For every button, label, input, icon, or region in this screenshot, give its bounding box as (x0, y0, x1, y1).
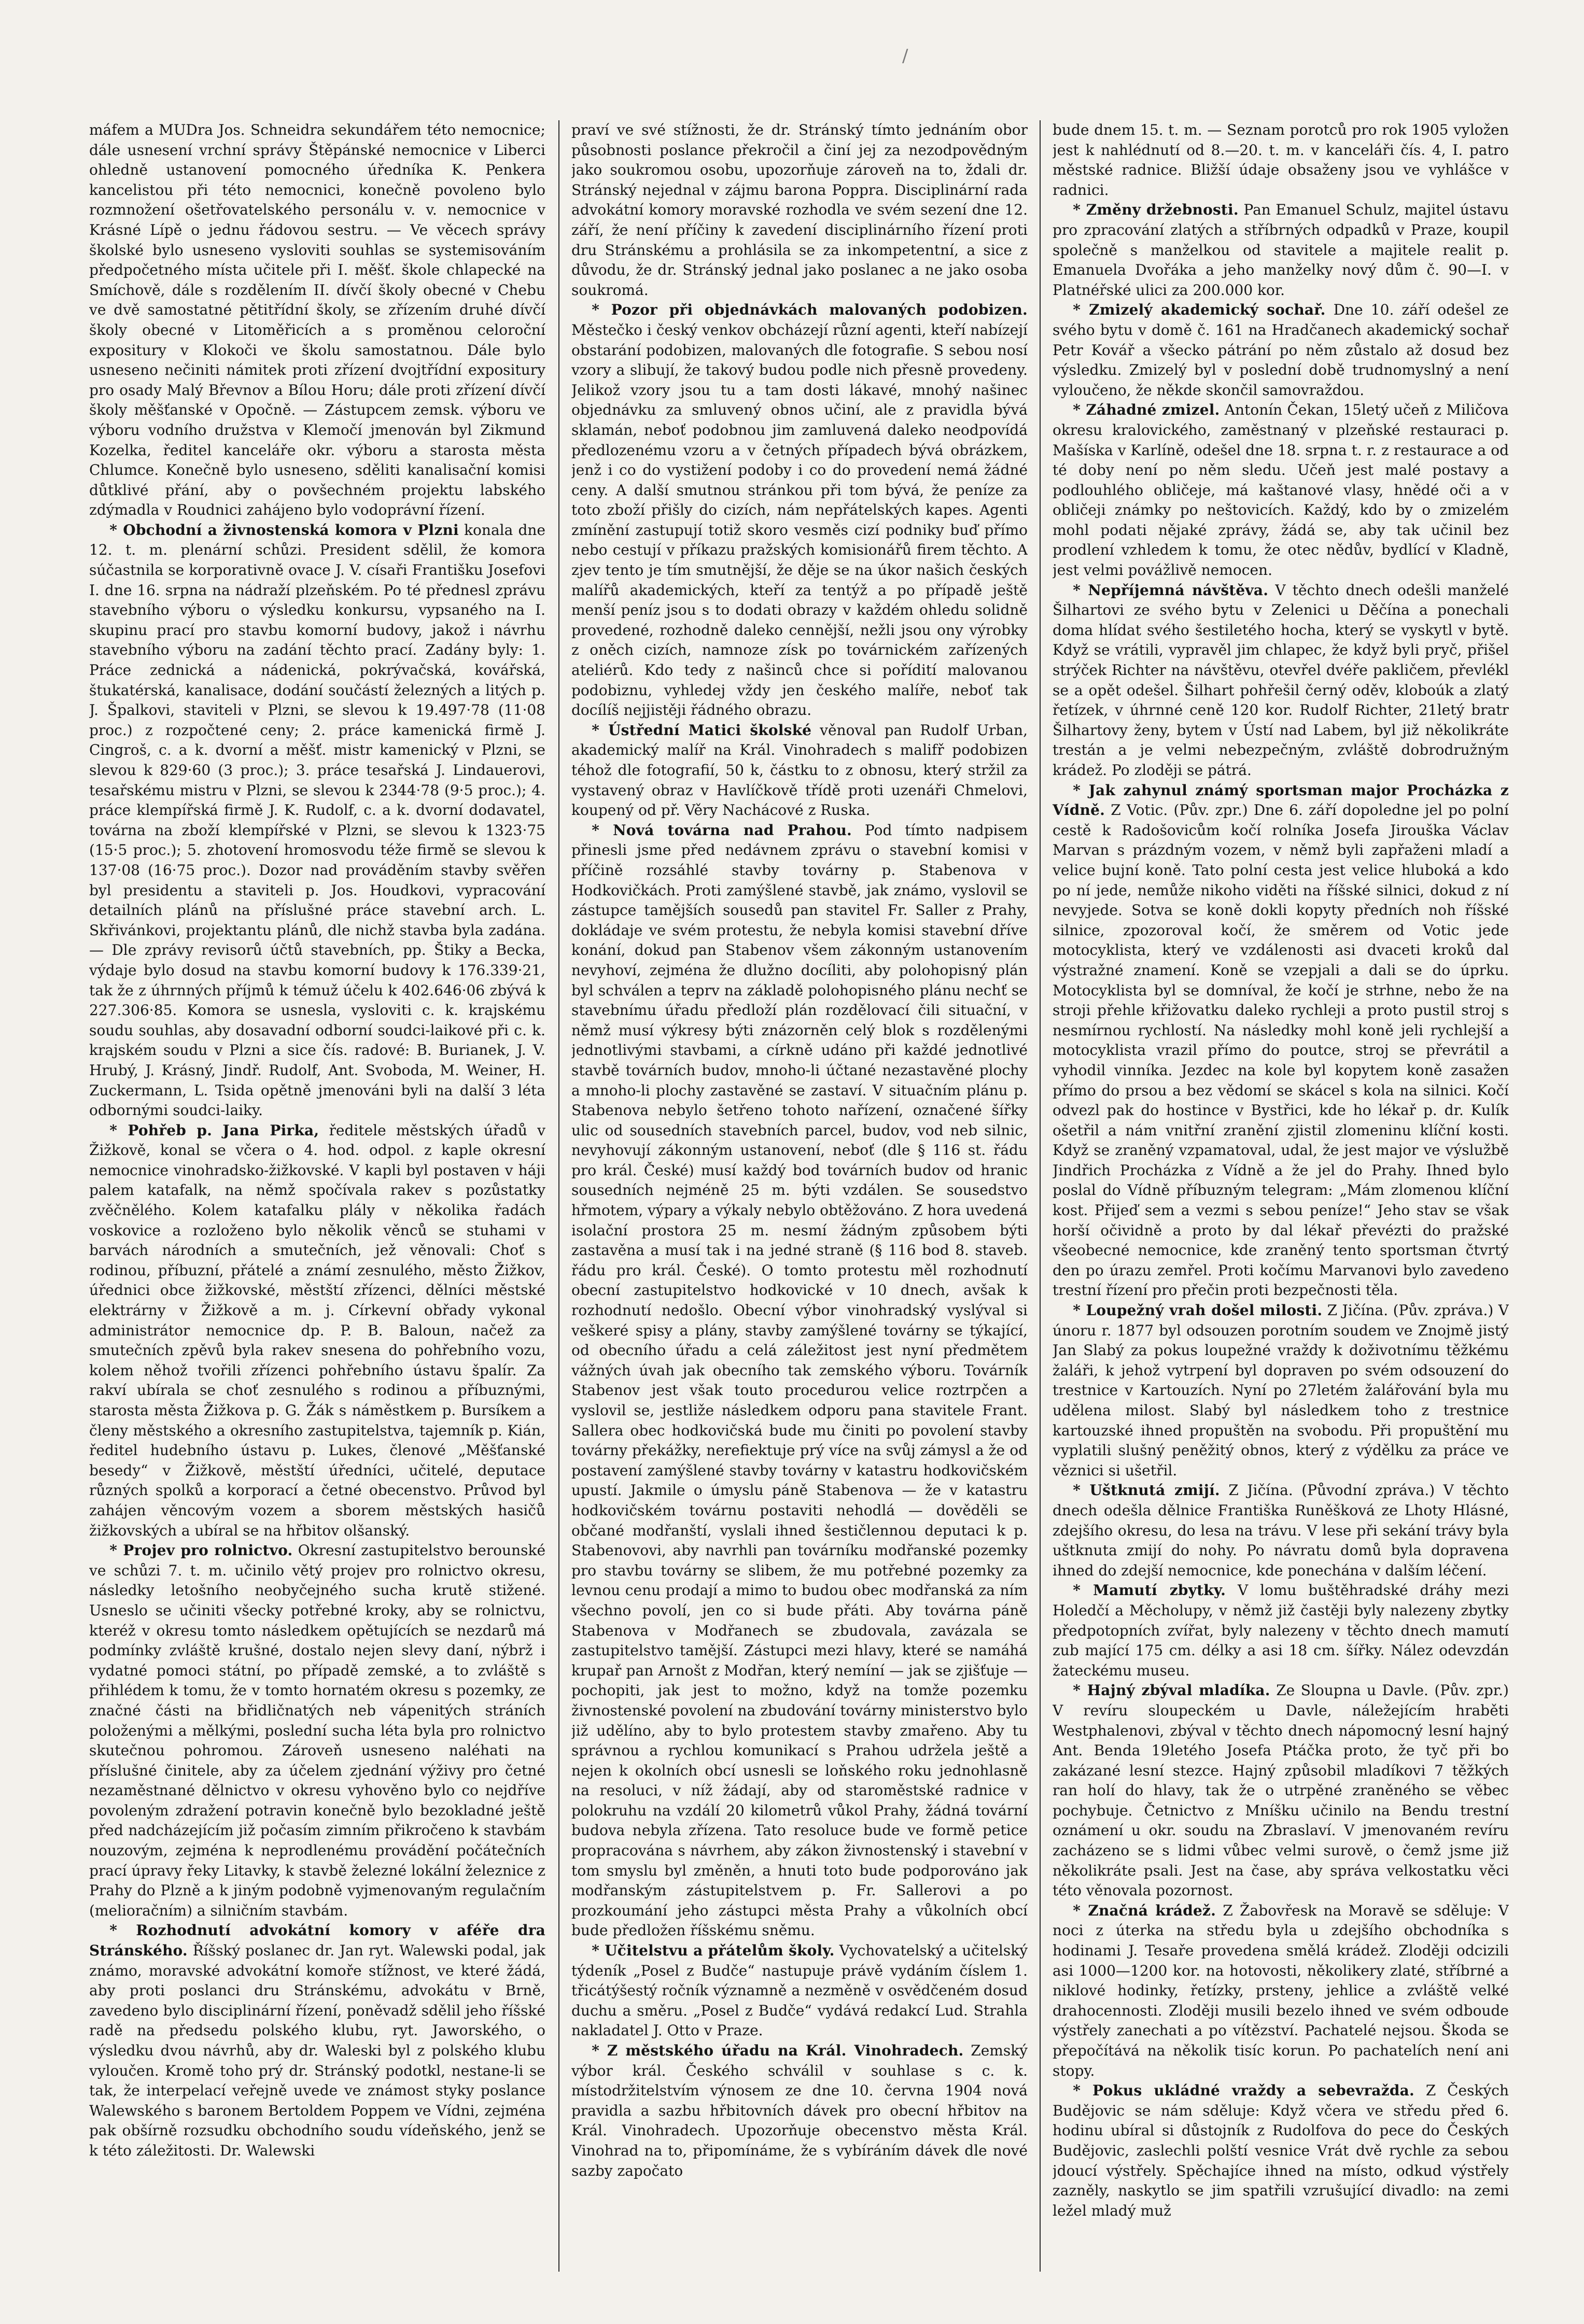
article-text: Antonín Čekan, 15letý učeň z Miličova okresu kralovického, zaměstnaný v plzeňské restauraci p. Mašíska v Karlíně, odešel dne 18. srpna t. r. z restaurace a od té doby není po něm sledu. Učeň jest malé postavy a podlouhlého obličeje, má kaštanové vlasy, hnědé oči a v obličeji známky po neštovicích. Každý, kdo by o zmizelém mohl podati nějaké zprávy, žádá se, aby tak učinil bez prodlení vzhledem k tomu, že otec nědův, bydlící v Kladně, jest velmi povážlivě nemocen. (1053, 401, 1509, 579)
article-paragraph (1053, 400, 1509, 580)
article-paragraph (89, 1921, 545, 2161)
article-text: V těchto dnech odešli manželé Šilhartovi ze svého bytu v Zelenici u Děčína a ponechali doma hlídat svého šestiletého hocha, který se vyskytl v bytě. Když se vrátili, vypravěl jim chlapec, že když byli pryč, přišel strýček Richter na návštěvu, otevřel dvéře pakličem, převlékl se a opět odešel. Šilhart pohřešil černý oděv, kloboúk a zlatý řetízek, v úhrnné ceně 120 kor. Rudolf Richter, 21letý bratr Šilhartovy ženy, bytem v Ústí nad Labem, byl již několikráte trestán a je velmi nebezpečným, zvláště dobrodružným krádež. Po zloději se pátrá. (1053, 581, 1509, 779)
article-paragraph (1053, 1301, 1509, 1481)
article-text: Okresní zastupitelstvo berounské ve schůzi 7. t. m. učinilo větý projev pro rolnictvo okresu, následky letošního neobyčejného sucha krutě stižené. Usneslo se učiniti všecky potřebné kroky, aby se rolnictvu, kteréž v okresu tomto následkem opětujících se nezdarů má podmínky zvláště krušné, dostalo nejen slevy daní, nýbrž i vydatné pomoci státní, po případě zemské, a to zvláště s přihlédem k tomu, že v tomto hornatém okresu s pozemky, ze značné části na břidličnatých neb vápenitých stráních položenými a mělkými, poslední sucha léta byla pro rolnictvo skutečnou pohromou. Zároveň usneseno naléhati na příslušné činitele, aby za účelem zjednání výživy pro četné nezaměstnané dělnictvo v okresu vyhověno bylo co nejdříve povoleným zdražení potravin konečně bylo bezokladné ještě před nadcházejícím již počasím zimním přikročeno k stavbám nouzovým, zejména k neprodlenému provádění počátečních prací úpravy řeky Litavky, k stavbě železné lokální železnice z Prahy do Plzně a k jiným podobně vyjmenovaným regulačním (melioračním) a silničním stavbám. (89, 1542, 545, 1919)
article-paragraph (1053, 581, 1509, 781)
article-paragraph (571, 821, 1028, 1941)
article-text: Dne 10. září odešel ze svého bytu v domě č. 161 na Hradčanech akademický sochař Petr Kovář a všecko pátrání po něm zůstalo až dosud bez výsledku. Zmizelý byl v poslední době trudnomyslný a není vyloučeno, že někde skončil samovraždou. (1053, 301, 1509, 399)
article-text: máfem a MUDra Jos. Schneidra sekundářem této nemocnice; dále usnesení vrchní správy Štěpánské nemocnice v Liberci ohledně ustanovení pomocného úředníka K. Penkera kancelistou při této nemocnici, konečně povoleno bylo rozmnožení ošetřovatelského personálu v. v. nemocnice v Krásné Lípě o jednu řádovou sestru. — Ve věcech správy školské bylo usneseno vysloviti souhlas se systemisováním předpočetného místa učitele při I. měšť. škole chlapecké na Smíchově, dále s rozdělením II. dívčí školy obecné v Chebu ve dvě samostatné pětitřídní školy, se zřízením druhé dívčí školy obecné v Litoměřicích a s proměnou celoroční expositury v Klokoči ve školu samostatnou. Dále bylo usneseno nečiniti námitek proti zřízení dvojtřídní expositury pro osady Malý Břevnov a Bílou Horu; dále proti zřízení dívčí školy měšťanské v Opočně. — Zástupcem zemsk. výboru ve výboru vodního družstva v Klemočí jmenován byl Zikmund Kozelka, ředitel kanceláře okr. výboru a starosta města Chlumce. Konečně bylo usneseno, sděliti kanalisační komisi důtklivé přání, aby o povšechném projektu labského zdýmadla v Roudnici zahájeno bylo vodoprávní řízení. (89, 121, 545, 519)
article-text: Z Žabovřesk na Moravě se sděluje: V noci z úterka na středu byla u zdejšího obchodníka s hodinami J. Tesaře provedena smělá krádež. Zloději odcizili asi 1000—1200 kor. na hotovosti, několikery zlaté, stříbrné a niklové hodinky, řetízky, prsteny, jehlice a zvláště velké drahocennosti. Zloději musili bezelo ihned ve svém odboude výstřely zanechati a po vítězství. Pachatelé nejsou. Škoda se přepočítává na několik tisíc korun. Po pachatelích není ani stopy. (1053, 1902, 1509, 2079)
article-text: Vychovatelský a učitelský týdeník „Posel z Budče“ nastupuje právě vydáním číslem 1. třicátýšestý ročník významně a nezměně v osvědčeném dosud duchu a směru. „Posel z Budče“ vydává redakcí Lud. Strahla nakladatel J. Otto v Praze. (571, 1942, 1028, 2039)
article-headline: * Projev pro rolnictvo. (109, 1542, 293, 1559)
article-paragraph (1053, 1681, 1509, 1901)
article-paragraph (1053, 120, 1509, 200)
article-paragraph (1053, 781, 1509, 1301)
article-paragraph (1053, 300, 1509, 400)
article-text: Městečko i český venkov obcházejí různí agenti, kteří nabízejí obstarání podobizen, malovaných dle fotografie. S sebou nosí vzory a slibují, že takový budou podle nich přesně provedeny. Jelikož vzory jsou tu a tam dosti lákavé, mnohý našinec objednávku za smluvený obnos učiní, ale z pravidla bývá sklamán, neboť podobnou jim zamluvená daleko neodpovídá předlozenému vzoru a v četných případech bývá obrázkem, jenž i co do vystižení podoby i co do provedení nemá žádné ceny. A další smutnou stránkou při tom bývá, že peníze za toto zboží přišly do cizích, nám nepřátelských kapes. Agenti zmínění zastupují totiž skoro vesměs cizí podniky buď přímo nebo cestují v příkazu pražských komisionářů firem těchto. A zjev tento je tím smutnější, že děje se na úkor našich českých malířů akademických, kteří za tentýž a po případě ještě menší peníz jsou s to dodati obrazy v každém ohledu solidně provedené, rozhodně daleko cennější, nežli jsou ony výrobky z oněch cizích, namnoze získ po továrnickém zařízených ateliérů. Kdo tedy z našinců chce si pořídití malovanou podobiznu, vyhledej vždy jen českého malíře, neboť tak docílíš nejjistěji řádného obrazu. (571, 321, 1028, 719)
article-paragraph (1053, 200, 1509, 300)
article-paragraph (571, 120, 1028, 300)
article-paragraph (571, 300, 1028, 720)
article-headline: * Rozhodnutí advokátní komory v aféře dra Stránského. (89, 1922, 545, 1960)
article-paragraph (571, 1941, 1028, 2041)
article-text: Říšský poslanec dr. Jan ryt. Walewski podal, jak známo, moravské advokátní komoře stížnost, ve které žádá, aby proti poslanci dru Stránskému, advokátu v Brně, zavedeno bylo disciplinární řízení, poněvadž sdělil jeho říšské radě na předsedu polského klubu, ryt. Jaworského, o výsledku dvou návrhů, aby dr. Waleski byl z polského klubu vyloučen. Kromě toho prý dr. Stránský podotkl, nestane-li se tak, že interpelací veřejně uvede ve známost styky poslance Walewského s baronem Bertoldem Poppem ve Vídni, zejména pak obšírně rozsudku obchodního soudu vídeňského, jenž se k této záležitosti. Dr. Walewski (89, 1942, 545, 2159)
article-paragraph (1053, 1581, 1509, 1681)
article-paragraph (1053, 1901, 1509, 2081)
article-headline: * Pokus ukládné vraždy a sebevražda. (1073, 2082, 1414, 2100)
article-headline: * Jak zahynul známý sportsman major Procházka z Vídně. (1053, 781, 1509, 819)
article-text: V lomu buštěhradské dráhy mezi Holedčí a Měcholupy, v němž již častěji byly nalezeny zbytky předpotopních zvířat, byly nalezeny v těchto dnech mamutí zub mající 175 cm. délky a asi 18 cm. šířky. Nález odevzdán žateckému museu. (1053, 1582, 1509, 1679)
article-headline: * Nová továrna nad Prahou. (592, 821, 852, 839)
text-column-1 (89, 120, 545, 2272)
article-headline: * Pozor při objednávkách malovaných podobizen. (592, 301, 1028, 319)
article-text: Zemský výbor král. Českého schválil v souhlase s c. k. místodržitelstvím výnosem ze dne 10. června 1904 nová pravidla a sazbu hřbitovních dávek pro obecní hřbitov na Král. Vinohradech. Upozorňuje obecenstvo města Král. Vinohrad na to, připomínáme, že s vybíráním dávek dle nové sazby započato (571, 2042, 1028, 2179)
article-headline: * Obchodní a živnostenská komora v Plzni (109, 521, 459, 539)
article-text: Pan Emanuel Schulz, majitel ústavu pro zpracování zlatých a stříbrných odpadků v Praze, koupil společně s manželkou od stavitele a majitele realit p. Emanuela Dvořáka a jeho manželky nový dům č. 90—I. v Platnéřské ulici za 200.000 kor. (1053, 201, 1509, 299)
article-text: Z Českých Budějovic se nám sděluje: Když včera ve středu před 6. hodinu ubíral si důstojník z Rudolfova do pece do Českých Budějovic, zaslechli polští vesnice Vrát dvě rychle za sebou jdoucí výstřely. Spěchajíce ihned na místo, odkud výstřely zazněly, naskytlo se jim spatřili vzrušující divadlo: na zemi ležel mladý muž (1053, 2082, 1509, 2219)
article-paragraph (571, 2041, 1028, 2181)
article-headline: * Značná krádež. (1073, 1902, 1216, 1919)
text-column-2 (571, 120, 1028, 2272)
article-headline: * Změny držebnosti. (1073, 201, 1239, 219)
article-headline: * Záhadné zmizel. (1073, 401, 1220, 419)
article-headline: * Loupežný vrah došel milosti. (1073, 1302, 1323, 1319)
article-headline: * Zmizelý akademický sochař. (1073, 301, 1326, 319)
article-text: Ze Sloupna u Davle. (Pův. zpr.) V revíru sloupeckém u Davle, náležejícím hraběti Westphalenovi, zbýval v těchto dnech nápomocný lesní hajný Ant. Benda 19letého Josefa Ptáčka proto, že tyč při bo zakázané lesní stezce. Hajný způsobil mladíkovi 7 těžkých ran holí do hlavy, tak že o utrpěné zraněného se věbec pochybuje. Četnictvo z Mníšku učinilo na Bendu trestní oznámení u okr. soudu na Zbraslaví. V jmenovaném revíru zacházeno se s lidmi vůbec velmi surově, o čemž jsme již několikráte psali. Jest na čase, aby správa velkostatku věci této věnovala pozornost. (1053, 1682, 1509, 1899)
article-headline: * Mamutí zbytky. (1073, 1582, 1226, 1599)
article-text: konala dne 12. t. m. plenární schůzi. President sdělil, že komora súčastnila se korporativně ovace J. V. císaři Františku Josefovi I. dne 16. srpna na nádraží plzeňském. Po té přednesl zprávu stavebního výboru o výsledku konkursu, vypsaného na I. skupinu prací pro stavbu komorní budovy, jakož i návrhu stavebního výboru na zadání těchto prací. Zadány byly: 1. Práce zednická a nádenická, pokrývačská, kovářská, štukatérská, kanalisace, dodání součástí železných a litých p. J. Špalkovi, staviteli v Plzni, se slevou k 19.497·78 (11·08 proc.) z rozpočtené ceny; 2. práce kamenická firmě J. Cingroš, c. a k. dvorní a měšť. mistr kamenický v Plzni, se slevou k 829·60 (3 proc.); 3. práce tesařská J. Lindauerovi, tesařskému mistru v Plzni, se slevou k 2344·78 (9·5 proc.); 4. práce klempířská firmě J. K. Rudolf, c. a k. dvorní dodavatel, továrna na zboží klempířské v Plzni, se slevou k 1323·75 (15·5 proc.); 5. zhotovení hromosvodu téže firmě se slevou k 137·08 (16·75 proc.). Dozor nad prováděním stavby svěřen byl presidentu a staviteli p. Jos. Houdkovi, vypracování detailních plánů na příslušné práce stavební arch. L. Skřivánkovi, projektantu plánů, dle nichž stavba byla zadána. — Dle zprávy revisorů účtů stavebních, pp. Štiky a Becka, výdaje bylo dosud na stavbu komorní budovy k 176.339·21, tak že z úhrnných příjmů k témuž účelu k 402.646·06 zbývá k 227.306·85. Komora se usnesla, vysloviti c. k. krajskému soudu souhlas, aby dosavadní odborní soudci-laikové při c. k. krajském soudu v Plzni a sice čís. radové: B. Burianek, J. V. Hrubý, J. Krásný, Jindř. Rudolf, Ant. Svoboda, M. Weiner, H. Zuckermann, L. Tsida opětně jmenováni byli na další 3 léta odbornými soudci-laiky. (89, 521, 545, 1119)
article-text: Z Votic. (Pův. zpr.) Dne 6. září dopoledne jel po polní cestě k Radošovicům kočí rolníka Josefa Jirouška Václav Marvan s prázdným vozem, v němž byli zapřaženi mladí a velice bujní koně. Tato polní cesta jest velice hluboká a kdo po ní jede, nemůže nikoho viděti na říšské silnici, dokud z ní nevyjede. Sotva se koně dokli kopyty předních noh říšské silnice, zpozoroval kočí, že směrem od Votic jede motocyklista, který ve vzdálenosti asi dvaceti kroků dal výstražné znamení. Koně se vzepjali a dali se do úprku. Motocyklista byl se domníval, že kočí je strhne, nebo že na stroji přehle křižovatku daleko rychleji a proto pustil stroj s nesmírnou rychlostí. Na následky mohl koně jeli rychlejší a motocyklista vrazil přímo do poutce, stroj se převrátil a vyhodil vinníka. Jezdec na kole byl kopytem koně zasažen přímo do prsou a bez vědomí se skácel s kola na silnici. Kočí odvezl pak do hostince v Bystřici, kde ho lékař p. dr. Kulík ošetřil a nám vnitřní zranění zjistil zlomeninu klíční kosti. Když se zraněný vzpamatoval, udal, že jest major ve výslužbě Jindřich Procházka z Vídně a že jel do Prahy. Ihned bylo poslal do Vídně příbuzným telegram: „Mám zlomenou klíční kost. Přijeď sem a vezmi s sebou peníze!“ Jeho stav se však horší očividně a proto by dal lékař převézti do pražské všeobecné nemocnice, kde zraněný tento sportsman čtvrtý den po úrazu zemřel. Proti kočímu Marvanovi bylo zavedeno trestní řízení pro přečin proti bezpečnosti těla. (1053, 801, 1509, 1299)
text-column-3 (1053, 120, 1509, 2272)
article-headline: * Ústřední Matici školské (592, 721, 812, 739)
article-paragraph (89, 520, 545, 1121)
article-paragraph (89, 120, 545, 520)
article-paragraph (89, 1541, 545, 1921)
article-headline: * Hajný zbýval mladíka. (1073, 1682, 1270, 1699)
article-headline: * Učitelstvu a přátelům školy. (592, 1942, 835, 1960)
article-text: Pod tímto nadpisem přinesli jsme před nedávnem zprávu o stavební komisi v příčině rozsáhlé stavby továrny p. Stabenova v Hodkovičkách. Proti zamýšlené stavbě, jak známo, vyslovil se zástupce tamějších sousedů pan stavitel Fr. Saller z Prahy, dokládaje ve svém protestu, že nebyla komisi stavební dříve konání, dokud pan Stabenov všem zákonným ustanovením nevyhoví, zejména že dlužno docíliti, aby polohopisný plán byl schválen a teprv na základě polohopisného plánu nechť se stavebnímu úřadu předloží plán rozdělovací čili situační, v němž musí výkresy býti znázorněn celý blok s rozdělenými jednotlivými stavbami, a církně udáno při každé jednotlivé stavbě továrních budov, mnoho-li účtané nezastavěné plochy a mnoho-li plochy zastavěné se zastaví. V situačním plánu p. Stabenova nebylo šetřeno tohoto nařízení, označené šířky ulic od sousedních stavebních parcel, budov, vod neb silnic, nevyhovují zákonným ustanovení, neboť (dle § 116 st. řádu pro král. České) musí každý bod továrních budov od hranic sousedních nejméně 25 m. býti vzdálen. Se sousedstvo hřmotem, výpary a výkaly nebylo obtěžováno. Z hora uvedená isolační prostora 25 m. nesmí žádným způsobem býti zastavěna a musí tak i na jedné straně (§ 116 bod 8. staveb. řádu pro král. České). O tomto protestu měl rozhodnutí obecní zastupitelstvo hodkovické v 10 dnech, avšak k rozhodnutí nedošlo. Obecní výbor vinohradský vyslýval si veškeré spisy a plány, stavby zamýšlené továrny se týkající, od obecního úřadu a celá záležitost jest nyní předmětem vážných úvah jak obecního tak zemského výboru. Továrník Stabenov jest však touto procedurou velice roztrpčen a vyslovil se, jestliže následkem odporu pana stavitele Frant. Sallera obec hodkovičská bude mu činiti po povolení stavby továrny překážky, nerefiektuje prý více na svůj zámysl a že od postavení zamýšlené stavby továrny v katastru hodkovičském upustí. Jakmile o úmyslu páně Stabenova — že v katastru hodkovičském továrnu postaviti nehodlá — dověděli se občané modřanští, vyslali ihned šestičlennou deputaci k p. Stabenovovi, aby navrhli pan továrníku modřanské pozemky pro stavbu továrny se slibem, že mu potřebné pozemky za levnou cenu prodají a mimo to budou obec modřanská za ním všechno povolí, jen co si bude přáti. Aby továrna páně Stabenova v Modřanech se zbudovala, zavázala se zastupitelstvo tamější. Zástupci mezi hlavy, které se namáhá krupař pan Arnošt z Modřan, který nemíní — jak se zjišťuje — pochopiti, jak jest to možno, když na tomže pozemku živnostenské povolení na zbudování továrny ministerstvo bylo již udělíno, aby to bylo protestem stavby zmařeno. Aby tu správnou a rychlou komunikací s Prahou udržela ještě a nejen k okolních obcí usnesli se loňského roku jednohlasně na resoluci, v níž žádají, aby od staroměstské radnice v polokruhu na vzdálí 20 kilometrů vůkol Prahy, žádná tovární budova nebyla zřízena. Tato resoluce bude ve formě petice propracována s návrhem, aby zákon živnostenský i stavební v tom smyslu byl změněn, a hnuti toto bude podporováno jak modřanským zástupitelstvem p. Fr. Sallerovi a po prozkoumání jeho zástupci města Prahy a vůkolních obcí bude předložen říšskému sněmu. (571, 821, 1028, 1939)
article-text: Z Jičína. (Pův. zpráva.) V únoru r. 1877 byl odsouzen porotním soudem ve Znojmě jistý Jan Slabý za pokus loupežné vraždy k doživotnímu těžkému žaláři, k jehož vytrpení byl dopraven po svém odsouzení do trestnice v Kartouzích. Nyní po 27letém žalářování byla mu udělena milost. Slabý byl následkem toho z trestnice kartouzské ihned propuštěn na svobodu. Při propuštění mu vyplatili slušný peněžitý obnos, který z výdělku za práce ve věznici si ušetřil. (1053, 1302, 1509, 1479)
article-headline: * Pohřeb p. Jana Pirka, (109, 1121, 319, 1139)
article-text: praví ve své stížnosti, že dr. Stránský tímto jednáním obor působnosti poslance překročil a činí jej za nezodpovědným jako soukromou osobu, upozorňuje zároveň na to, ždali dr. Stránský nejednal v zájmu barona Poppra. Disciplinární rada advokátní komory moravské rozhodla ve svém sezení dne 12. září, že není příčiny k zavedení disciplinárního řízení proti dru Stránskému a prohlásila se za inkompetentní, a sice z důvodu, že dr. Stránský jednal jako poslanec a ne jako osoba soukromá. (571, 121, 1028, 299)
article-paragraph (571, 721, 1028, 821)
article-headline: * Z městského úřadu na Král. Vinohradech. (592, 2042, 964, 2059)
article-text: bude dnem 15. t. m. — Seznam porotců pro rok 1905 vyložen jest k nahlédnutí od 8.—20. t. m. v kanceláři čís. 4, I. patro městské radnice. Bližší údaje obsaženy jsou ve vyhlášce v radnici. (1053, 121, 1509, 199)
article-text: ředitele městských úřadů v Žižkově, konal se včera o 4. hod. odpol. z kaple okresní nemocnice vinohradsko-žižkovské. V kapli byl postaven v háji palem katafalk, na němž spočívala rakev s pozůstatky zvěčnělého. Kolem katafalku plály v několika řadách voskovice a rozloženo bylo několik věnců se stuhami v barvách národních a smutečních, jež věnovali: Choť s rodinou, příbuzní, přátelé a známí zesnulého, město Žižkov, úřednici obce žižkovské, městští zřízenci, dělníci městské elektrárny v Žižkově a m. j. Církevní obřady vykonal administrátor nemocnice dp. P. B. Baloun, načež za smutečních zpěvů byla rakev snesena do pohřebního vozu, kolem něhož tvořili zřízenci pohřebního ústavu špalír. Za rakví ubírala se choť zesnulého s rodinou a příbuznými, starosta města Žižkova p. G. Žák s náměstkem p. Bursíkem a členy městského a okresního zastupitelstva, tajemník p. Kián, ředitel hudebního ústavu p. Lukes, členové „Měšťanské besedy“ v Žižkově, městští úředníci, učitelé, deputace různých spolků a korporací a četné obecenstvo. Průvod byl zahájen věncovým vozem a sborem městských hasičů žižkovských a ubíral se na hřbitov olšanský. (89, 1121, 545, 1539)
article-paragraph (1053, 1481, 1509, 1581)
article-text: věnoval pan Rudolf Urban, akademický malíř na Král. Vinohradech s malifř podobizen téhož dle fotografií, 50 k, částku to z obnosu, který stržil za vystavený obraz v Havlíčkově třídě proti uzenáři Chmelovi, koupený od př. Věry Nachácové z Ruska. (571, 721, 1028, 819)
article-paragraph (89, 1121, 545, 1541)
article-headline: * Uštknutá zmijí. (1073, 1482, 1220, 1499)
article-paragraph (1053, 2081, 1509, 2221)
page-margin-mark: / (902, 46, 908, 66)
column-rule (558, 120, 559, 2272)
article-headline: * Nepříjemná návštěva. (1073, 581, 1269, 599)
article-text: Z Jičína. (Původní zpráva.) V těchto dnech odešla dělnice Františka Runěšková ze Lhoty Hlásné, zdejšího okresu, do lesa na trávu. V lese při sekání trávy byla uštknuta zmijí do nohy. Po návratu domů byla dopravena ihned do zdejší nemocnice, kde ponechána v dalším léčení. (1053, 1482, 1509, 1579)
column-rule (1040, 120, 1041, 2272)
